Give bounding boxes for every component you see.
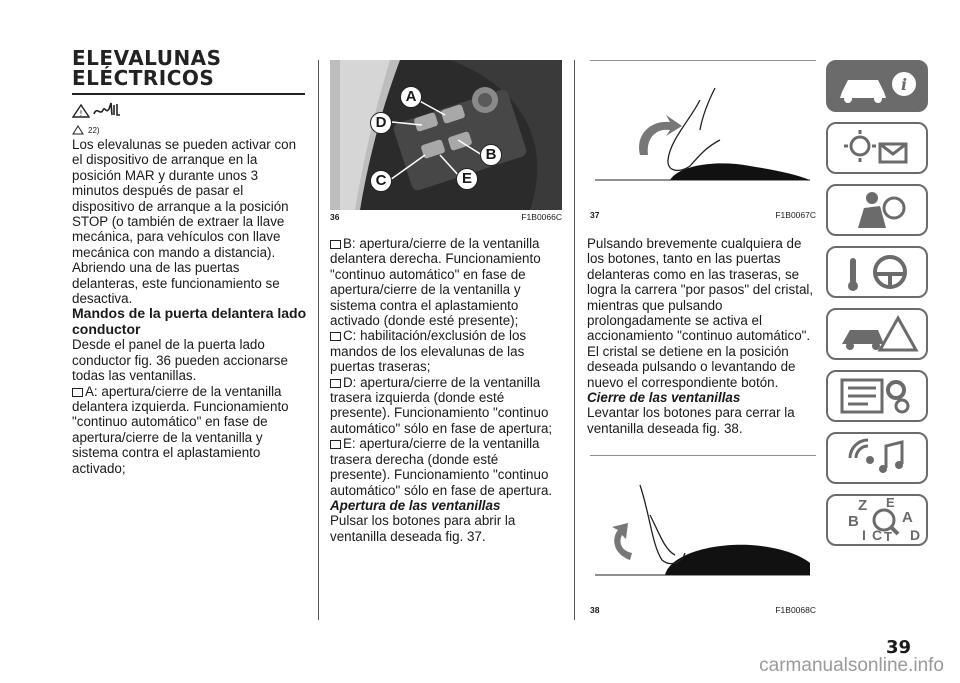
maintenance-icon: [828, 372, 926, 420]
paragraph: Desde el panel de la puerta lado conductor fig. 36 pueden accionarse todas las ventanillas.: [72, 337, 288, 384]
svg-text:!: !: [79, 109, 83, 118]
paragraph: Pulsando brevemente cualquiera de los botones, tanto en las puertas delanteras como en las traseras, se logra la carrera "por pasos" del cristal, mientras que pulsando prolongadamente se activa el accionamiento "continuo automático".: [587, 236, 814, 344]
bullet-item: E: apertura/cierre de la ventanilla trasera derecha (donde esté presente). Funcionamiento "continuo automático" sólo en fase de apertura.: [330, 436, 553, 498]
subheading: Apertura de las ventanillas: [330, 497, 501, 513]
warning-icon: [72, 104, 90, 118]
column-divider: [574, 60, 575, 620]
column-3: [587, 236, 817, 436]
warning-reference: 22): [72, 125, 100, 135]
index-letter: B: [848, 513, 859, 530]
index-letter: E: [886, 495, 895, 510]
warning-triangle-icon: [72, 125, 84, 135]
title-underline: [72, 93, 305, 95]
finger-press-illustration: [590, 60, 816, 208]
figure-caption: 38 F1B0068C: [590, 605, 816, 615]
tab-emergency[interactable]: [826, 308, 928, 360]
tab-warning-lights[interactable]: [826, 122, 928, 174]
subheading: Mandos de la puerta delantera lado conductor: [72, 305, 307, 337]
column-1: [72, 137, 307, 476]
tab-index[interactable]: [826, 494, 928, 546]
bullet-box: [330, 440, 341, 449]
paragraph: Levantar los botones para cerrar la ventanilla deseada fig. 38.: [587, 405, 795, 436]
emergency-icon: [828, 310, 926, 358]
paragraph: Pulsar los botones para abrir la ventanilla deseada fig. 37.: [330, 513, 516, 544]
index-letter: C: [872, 527, 883, 543]
index-letter: A: [902, 509, 913, 526]
handwriting-icon: [92, 100, 122, 118]
safety-airbag-icon: [828, 186, 926, 234]
bullet-box: [330, 379, 341, 388]
column-2: [330, 236, 562, 544]
door-panel-photo: [330, 60, 562, 210]
multimedia-icon: [828, 434, 926, 482]
tab-starting-driving[interactable]: [826, 246, 928, 298]
warning-lights-icon: [828, 124, 926, 172]
starting-driving-icon: [828, 248, 926, 296]
paragraph: Los elevalunas se pueden activar con el dispositivo de arranque en la posición MAR y durante unos 3 minutos después de pasar el dispositivo de arranque a la posición STOP (o también de extraer la llave mecánica, para vehículos con llave mecánica con mando a distancia).: [72, 137, 297, 260]
tab-multimedia[interactable]: [826, 432, 928, 484]
figure-36: [330, 60, 562, 222]
index-letter: D: [910, 527, 921, 543]
callout-b: B: [480, 144, 502, 166]
finger-lift-illustration: [590, 455, 816, 603]
bullet-item: D: apertura/cierre de la ventanilla trasera izquierda (donde esté presente). Funcionamiento "continuo automático" sólo en fase de apertura;: [330, 374, 553, 436]
subheading: Cierre de las ventanillas: [587, 390, 741, 406]
bullet-box: [72, 388, 83, 397]
figure-caption: 37 F1B0067C: [590, 210, 816, 220]
watermark: carmanualsonline.info: [759, 655, 944, 676]
tab-car-info[interactable]: [826, 60, 928, 112]
index-letter: Z: [858, 497, 868, 514]
tab-maintenance[interactable]: [826, 370, 928, 422]
paragraph: Abriendo una de las puertas delanteras, este funcionamiento se desactiva.: [72, 260, 280, 307]
bullet-box: [330, 240, 341, 249]
callout-c: C: [370, 170, 392, 192]
bullet-item: C: habilitación/exclusión de los mandos de los elevalunas de las puertas traseras;: [330, 328, 527, 375]
tab-safety[interactable]: [826, 184, 928, 236]
figure-caption: 36 F1B0066C: [330, 212, 562, 222]
column-divider: [318, 60, 319, 620]
bullet-item: B: apertura/cierre de la ventanilla delantera derecha. Funcionamiento "continuo automático" en fase de apertura/cierre de la ventanilla y sistema contra el aplastamiento activado (donde esté presente);: [330, 236, 541, 329]
bullet-item: A: apertura/cierre de la ventanilla delantera izquierda. Funcionamiento "continuo automático" en fase de apertura/cierre de la ventanilla y sistema contra el aplastamiento activado;: [72, 383, 289, 476]
index-letter: T: [884, 529, 892, 544]
warning-icons: [72, 100, 122, 118]
svg-text:i: i: [900, 75, 908, 94]
section-title: ELEVALUNAS ELÉCTRICOS: [72, 46, 222, 90]
callout-d: D: [370, 112, 392, 134]
callout-e: E: [456, 168, 478, 190]
bullet-box: [330, 332, 341, 341]
figure-38: [590, 455, 816, 615]
paragraph: El cristal se detiene en la posición deseada pulsando o levantando de nuevo el correspondiente botón.: [587, 343, 796, 390]
page-number: 39: [886, 637, 912, 658]
callout-a: A: [400, 86, 422, 108]
car-info-icon: [828, 62, 926, 110]
figure-37: [590, 60, 816, 220]
index-letter: I: [862, 527, 866, 543]
